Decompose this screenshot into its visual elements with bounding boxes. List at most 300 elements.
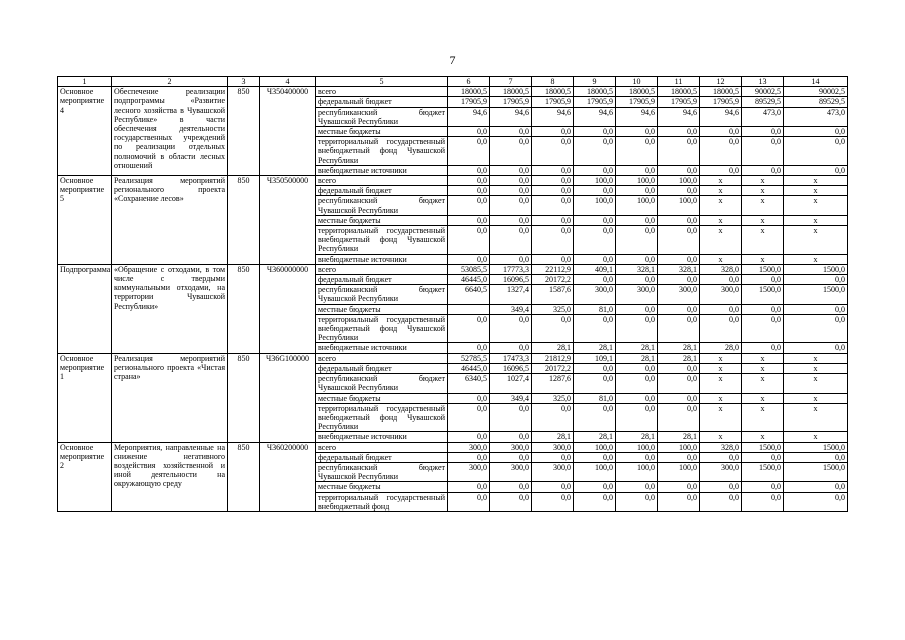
amount-cell: 52785,5 — [448, 353, 490, 363]
funding-source-cell: территориальный государственный внебюджетный фонд Чувашской Республики — [316, 314, 448, 343]
amount-cell: 0,0 — [616, 226, 658, 255]
amount-cell: 0,0 — [784, 304, 848, 314]
funding-source-cell: местные бюджеты — [316, 127, 448, 137]
amount-cell: 18000,5 — [700, 87, 742, 97]
amount-cell: 28,1 — [532, 432, 574, 442]
amount-cell: 0,0 — [658, 304, 700, 314]
amount-cell: x — [742, 403, 784, 432]
amount-cell: x — [742, 196, 784, 215]
amount-cell: 94,6 — [658, 107, 700, 126]
amount-cell: 0,0 — [448, 314, 490, 343]
amount-cell: 17473,3 — [490, 353, 532, 363]
amount-cell: 0,0 — [574, 275, 616, 285]
amount-cell: 17905,9 — [700, 97, 742, 107]
amount-cell: x — [784, 226, 848, 255]
amount-cell: 46445,0 — [448, 275, 490, 285]
amount-cell: 0,0 — [700, 482, 742, 492]
amount-cell: 325,0 — [532, 304, 574, 314]
amount-cell: 81,0 — [574, 304, 616, 314]
funding-source-cell: территориальный государственный внебюджетный фонд Чувашской Республики — [316, 137, 448, 166]
amount-cell: 21812,9 — [532, 353, 574, 363]
header-cell: 13 — [742, 77, 784, 87]
amount-cell: 0,0 — [490, 492, 532, 511]
amount-cell: 94,6 — [574, 107, 616, 126]
amount-cell: 0,0 — [490, 482, 532, 492]
amount-cell: 18000,5 — [658, 87, 700, 97]
amount-cell: 0,0 — [448, 215, 490, 225]
amount-cell: 0,0 — [574, 226, 616, 255]
amount-cell: 81,0 — [574, 393, 616, 403]
funding-source-cell: внебюджетные источники — [316, 254, 448, 264]
amount-cell: 94,6 — [616, 107, 658, 126]
amount-cell: 0,0 — [490, 127, 532, 137]
measure-type-cell: Основное мероприятие 4 — [58, 87, 112, 176]
amount-cell: 0,0 — [532, 452, 574, 462]
amount-cell: 0,0 — [490, 165, 532, 175]
amount-cell: 0,0 — [742, 343, 784, 353]
amount-cell: 0,0 — [658, 165, 700, 175]
amount-cell: 6340,5 — [448, 374, 490, 393]
funding-source-cell: всего — [316, 264, 448, 274]
amount-cell: 328,0 — [700, 264, 742, 274]
amount-cell: 0,0 — [490, 403, 532, 432]
funding-source-cell: всего — [316, 353, 448, 363]
amount-cell: 16096,5 — [490, 275, 532, 285]
amount-cell: 100,0 — [616, 196, 658, 215]
amount-cell: x — [700, 254, 742, 264]
amount-cell: x — [742, 254, 784, 264]
amount-cell: 0,0 — [616, 127, 658, 137]
measure-name-cell: Реализация мероприятий регионального проекта «Сохранение лесов» — [112, 176, 228, 265]
amount-cell: 0,0 — [616, 304, 658, 314]
amount-cell: 0,0 — [490, 176, 532, 186]
amount-cell: 300,0 — [700, 285, 742, 304]
funding-source-cell: местные бюджеты — [316, 215, 448, 225]
header-row — [58, 77, 848, 87]
amount-cell: 28,1 — [532, 343, 574, 353]
amount-cell: 0,0 — [616, 314, 658, 343]
amount-cell: 0,0 — [448, 343, 490, 353]
amount-cell: x — [784, 403, 848, 432]
amount-cell: 0,0 — [490, 137, 532, 166]
measure-name-cell: «Обращение с отходами, в том числе с твердыми коммунальными отходами, на территории Чувашской Республики» — [112, 264, 228, 353]
funding-source-cell: внебюджетные источники — [316, 432, 448, 442]
amount-cell: 300,0 — [616, 285, 658, 304]
amount-cell: 0,0 — [658, 137, 700, 166]
funding-source-cell: республиканский бюджет Чувашской Республики — [316, 196, 448, 215]
amount-cell: 18000,5 — [490, 87, 532, 97]
amount-cell: 0,0 — [700, 165, 742, 175]
amount-cell: 28,1 — [574, 432, 616, 442]
amount-cell: x — [700, 403, 742, 432]
amount-cell: 300,0 — [532, 442, 574, 452]
amount-cell: 0,0 — [616, 215, 658, 225]
header-cell: 14 — [784, 77, 848, 87]
amount-cell: 0,0 — [700, 314, 742, 343]
funding-source-cell: внебюджетные источники — [316, 165, 448, 175]
amount-cell: 1500,0 — [742, 442, 784, 452]
amount-cell: 0,0 — [448, 254, 490, 264]
budget-code-cell: Ч36G100000 — [260, 353, 316, 442]
amount-cell: 300,0 — [448, 462, 490, 481]
amount-cell: 0,0 — [448, 393, 490, 403]
amount-cell: x — [784, 254, 848, 264]
amount-cell: 0,0 — [574, 254, 616, 264]
amount-cell: x — [700, 353, 742, 363]
amount-cell: 1500,0 — [784, 442, 848, 452]
amount-cell: 1027,4 — [490, 374, 532, 393]
amount-cell: 6640,5 — [448, 285, 490, 304]
funding-source-cell: федеральный бюджет — [316, 452, 448, 462]
amount-cell: 0,0 — [448, 432, 490, 442]
amount-cell: 17905,9 — [532, 97, 574, 107]
amount-cell — [448, 304, 490, 314]
measure-type-cell: Основное мероприятие 2 — [58, 442, 112, 511]
amount-cell: 0,0 — [448, 165, 490, 175]
amount-cell: 0,0 — [616, 165, 658, 175]
amount-cell: 0,0 — [658, 403, 700, 432]
amount-cell: 0,0 — [616, 363, 658, 373]
amount-cell: 0,0 — [658, 275, 700, 285]
amount-cell: 0,0 — [742, 482, 784, 492]
amount-cell: 17905,9 — [448, 97, 490, 107]
amount-cell: x — [700, 176, 742, 186]
amount-cell: 300,0 — [658, 285, 700, 304]
amount-cell: 28,1 — [658, 343, 700, 353]
amount-cell: 0,0 — [532, 165, 574, 175]
amount-cell: 28,1 — [616, 432, 658, 442]
amount-cell: 0,0 — [742, 492, 784, 511]
amount-cell: 100,0 — [658, 442, 700, 452]
amount-cell: x — [742, 186, 784, 196]
amount-cell: 0,0 — [658, 127, 700, 137]
amount-cell: 16096,5 — [490, 363, 532, 373]
amount-cell: 1500,0 — [784, 264, 848, 274]
amount-cell: 0,0 — [742, 314, 784, 343]
amount-cell: x — [784, 432, 848, 442]
amount-cell: 109,1 — [574, 353, 616, 363]
table-row — [58, 353, 848, 363]
budget-code-cell: Ч350400000 — [260, 87, 316, 176]
budget-code-cell: Ч350500000 — [260, 176, 316, 265]
amount-cell: 0,0 — [658, 215, 700, 225]
amount-cell: 0,0 — [700, 275, 742, 285]
header-cell: 9 — [574, 77, 616, 87]
amount-cell: 1500,0 — [742, 264, 784, 274]
amount-cell: 28,1 — [658, 353, 700, 363]
amount-cell: 0,0 — [616, 492, 658, 511]
measure-type-cell: Подпрограмма — [58, 264, 112, 353]
amount-cell: x — [700, 363, 742, 373]
amount-cell: 0,0 — [616, 186, 658, 196]
amount-cell: 0,0 — [700, 452, 742, 462]
header-cell: 8 — [532, 77, 574, 87]
amount-cell: 46445,0 — [448, 363, 490, 373]
amount-cell: 0,0 — [574, 403, 616, 432]
amount-cell: 90002,5 — [784, 87, 848, 97]
amount-cell: 0,0 — [658, 393, 700, 403]
amount-cell: 349,4 — [490, 304, 532, 314]
amount-cell: 0,0 — [700, 304, 742, 314]
amount-cell: 94,6 — [490, 107, 532, 126]
amount-cell: 0,0 — [784, 137, 848, 166]
amount-cell: 1500,0 — [742, 285, 784, 304]
funding-source-cell: федеральный бюджет — [316, 186, 448, 196]
amount-cell: 0,0 — [532, 176, 574, 186]
amount-cell: 100,0 — [574, 462, 616, 481]
amount-cell: 1327,4 — [490, 285, 532, 304]
header-cell: 11 — [658, 77, 700, 87]
table-row — [58, 442, 848, 452]
amount-cell: 0,0 — [532, 127, 574, 137]
amount-cell: 0,0 — [574, 452, 616, 462]
amount-cell: 0,0 — [616, 403, 658, 432]
amount-cell: 0,0 — [616, 254, 658, 264]
amount-cell: 0,0 — [448, 186, 490, 196]
grbs-code-cell: 850 — [228, 264, 260, 353]
amount-cell: 0,0 — [784, 127, 848, 137]
amount-cell: 473,0 — [784, 107, 848, 126]
amount-cell: 0,0 — [574, 165, 616, 175]
grbs-code-cell: 850 — [228, 442, 260, 511]
header-cell: 10 — [616, 77, 658, 87]
amount-cell: 0,0 — [700, 492, 742, 511]
amount-cell: 18000,5 — [616, 87, 658, 97]
amount-cell: 0,0 — [490, 186, 532, 196]
amount-cell: 0,0 — [448, 137, 490, 166]
amount-cell: 0,0 — [616, 452, 658, 462]
amount-cell: x — [784, 215, 848, 225]
amount-cell: 0,0 — [616, 393, 658, 403]
amount-cell: 0,0 — [784, 165, 848, 175]
measure-type-cell: Основное мероприятие 1 — [58, 353, 112, 442]
header-cell: 5 — [316, 77, 448, 87]
funding-source-cell: местные бюджеты — [316, 393, 448, 403]
amount-cell: 100,0 — [574, 196, 616, 215]
amount-cell: x — [784, 186, 848, 196]
amount-cell: 0,0 — [448, 452, 490, 462]
amount-cell: 89529,5 — [742, 97, 784, 107]
amount-cell: 100,0 — [658, 176, 700, 186]
amount-cell: 1587,6 — [532, 285, 574, 304]
amount-cell: x — [742, 226, 784, 255]
amount-cell: 0,0 — [532, 137, 574, 166]
amount-cell: x — [742, 215, 784, 225]
amount-cell: 0,0 — [742, 127, 784, 137]
amount-cell: 300,0 — [532, 462, 574, 481]
amount-cell: 349,4 — [490, 393, 532, 403]
amount-cell: 300,0 — [490, 442, 532, 452]
amount-cell: 94,6 — [700, 107, 742, 126]
funding-source-cell: территориальный государственный внебюджетный фонд — [316, 492, 448, 511]
amount-cell: 0,0 — [658, 186, 700, 196]
measure-type-cell: Основное мероприятие 5 — [58, 176, 112, 265]
amount-cell: 0,0 — [448, 482, 490, 492]
budget-table — [57, 76, 848, 512]
amount-cell: 18000,5 — [574, 87, 616, 97]
amount-cell: 0,0 — [448, 403, 490, 432]
amount-cell: x — [700, 374, 742, 393]
amount-cell: 100,0 — [616, 442, 658, 452]
amount-cell: 17905,9 — [574, 97, 616, 107]
amount-cell: 20172,2 — [532, 363, 574, 373]
amount-cell: 0,0 — [742, 165, 784, 175]
amount-cell: 0,0 — [742, 275, 784, 285]
measure-name-cell: Обеспечение реализации подпрограммы «Развитие лесного хозяйства в Чувашской Республике» в части обеспечения деятельности государственных учреждений по реализации отдельных полномочий в области лесных отношений — [112, 87, 228, 176]
amount-cell: 0,0 — [574, 314, 616, 343]
amount-cell: x — [784, 363, 848, 373]
amount-cell: x — [742, 374, 784, 393]
amount-cell: 0,0 — [616, 482, 658, 492]
amount-cell: 0,0 — [616, 137, 658, 166]
funding-source-cell: местные бюджеты — [316, 304, 448, 314]
amount-cell: 0,0 — [448, 492, 490, 511]
amount-cell: 0,0 — [658, 363, 700, 373]
funding-source-cell: территориальный государственный внебюджетный фонд Чувашской Республики — [316, 403, 448, 432]
amount-cell: x — [784, 353, 848, 363]
amount-cell: x — [742, 363, 784, 373]
amount-cell: 1500,0 — [784, 462, 848, 481]
funding-source-cell: федеральный бюджет — [316, 97, 448, 107]
amount-cell: 28,1 — [658, 432, 700, 442]
amount-cell: 0,0 — [532, 196, 574, 215]
header-cell: 3 — [228, 77, 260, 87]
amount-cell: 53085,5 — [448, 264, 490, 274]
amount-cell: 28,1 — [574, 343, 616, 353]
amount-cell: 0,0 — [658, 452, 700, 462]
amount-cell: 0,0 — [742, 304, 784, 314]
header-cell: 1 — [58, 77, 112, 87]
amount-cell: 0,0 — [742, 452, 784, 462]
amount-cell: 0,0 — [700, 127, 742, 137]
measure-name-cell: Мероприятия, направленные на снижение негативного воздействия хозяйственной и иной деятельности на окружающую среду — [112, 442, 228, 511]
amount-cell: 300,0 — [700, 462, 742, 481]
amount-cell: 0,0 — [490, 314, 532, 343]
amount-cell: 0,0 — [490, 343, 532, 353]
amount-cell: 0,0 — [532, 492, 574, 511]
funding-source-cell: республиканский бюджет Чувашской Республики — [316, 285, 448, 304]
amount-cell: 0,0 — [574, 482, 616, 492]
amount-cell: 28,1 — [616, 343, 658, 353]
amount-cell: 18000,5 — [532, 87, 574, 97]
funding-source-cell: федеральный бюджет — [316, 363, 448, 373]
amount-cell: 0,0 — [658, 254, 700, 264]
amount-cell: 17905,9 — [490, 97, 532, 107]
amount-cell: 0,0 — [784, 482, 848, 492]
amount-cell: 94,6 — [448, 107, 490, 126]
amount-cell: 0,0 — [490, 432, 532, 442]
amount-cell: 0,0 — [490, 254, 532, 264]
amount-cell: 0,0 — [532, 186, 574, 196]
funding-source-cell: республиканский бюджет Чувашской Республики — [316, 374, 448, 393]
amount-cell: 1500,0 — [784, 285, 848, 304]
amount-cell: 28,1 — [616, 353, 658, 363]
amount-cell: 0,0 — [490, 215, 532, 225]
header-cell: 7 — [490, 77, 532, 87]
amount-cell: 0,0 — [784, 343, 848, 353]
amount-cell: 20172,2 — [532, 275, 574, 285]
amount-cell: 0,0 — [616, 275, 658, 285]
amount-cell: 100,0 — [574, 176, 616, 186]
amount-cell: 0,0 — [490, 196, 532, 215]
amount-cell: 328,0 — [700, 442, 742, 452]
funding-source-cell: внебюджетные источники — [316, 343, 448, 353]
budget-code-cell: Ч360200000 — [260, 442, 316, 511]
budget-table-body — [58, 77, 848, 512]
funding-source-cell: всего — [316, 442, 448, 452]
amount-cell: 0,0 — [574, 374, 616, 393]
grbs-code-cell: 850 — [228, 353, 260, 442]
amount-cell: 0,0 — [532, 403, 574, 432]
amount-cell: 325,0 — [532, 393, 574, 403]
measure-name-cell: Реализация мероприятий регионального проекта «Чистая страна» — [112, 353, 228, 442]
funding-source-cell: всего — [316, 176, 448, 186]
amount-cell: 0,0 — [658, 314, 700, 343]
amount-cell: 328,1 — [616, 264, 658, 274]
amount-cell: 0,0 — [658, 226, 700, 255]
amount-cell: 18000,5 — [448, 87, 490, 97]
amount-cell: 28,0 — [700, 343, 742, 353]
amount-cell: 1287,6 — [532, 374, 574, 393]
amount-cell: 100,0 — [658, 196, 700, 215]
budget-code-cell: Ч360000000 — [260, 264, 316, 353]
amount-cell: 0,0 — [574, 215, 616, 225]
amount-cell: x — [742, 176, 784, 186]
amount-cell: 0,0 — [490, 226, 532, 255]
funding-source-cell: республиканский бюджет Чувашской Республики — [316, 107, 448, 126]
amount-cell: 0,0 — [532, 482, 574, 492]
header-cell: 2 — [112, 77, 228, 87]
amount-cell: 473,0 — [742, 107, 784, 126]
amount-cell: 0,0 — [784, 452, 848, 462]
amount-cell: 300,0 — [574, 285, 616, 304]
funding-source-cell: местные бюджеты — [316, 482, 448, 492]
amount-cell: x — [784, 374, 848, 393]
funding-source-cell: территориальный государственный внебюджетный фонд Чувашской Республики — [316, 226, 448, 255]
amount-cell: 0,0 — [574, 186, 616, 196]
amount-cell: x — [784, 196, 848, 215]
amount-cell: 1500,0 — [742, 462, 784, 481]
amount-cell: 89529,5 — [784, 97, 848, 107]
amount-cell: 0,0 — [784, 275, 848, 285]
amount-cell: 0,0 — [616, 374, 658, 393]
amount-cell: 0,0 — [658, 482, 700, 492]
amount-cell: 0,0 — [658, 374, 700, 393]
funding-source-cell: всего — [316, 87, 448, 97]
amount-cell: 17773,3 — [490, 264, 532, 274]
amount-cell: 0,0 — [448, 127, 490, 137]
amount-cell: 0,0 — [574, 137, 616, 166]
amount-cell: 100,0 — [616, 462, 658, 481]
amount-cell: 300,0 — [490, 462, 532, 481]
amount-cell: 100,0 — [658, 462, 700, 481]
page-number: 7 — [449, 53, 456, 67]
amount-cell: 90002,5 — [742, 87, 784, 97]
amount-cell: 0,0 — [784, 314, 848, 343]
amount-cell: x — [784, 176, 848, 186]
amount-cell: 17905,9 — [658, 97, 700, 107]
funding-source-cell: республиканский бюджет Чувашской Республики — [316, 462, 448, 481]
amount-cell: 17905,9 — [616, 97, 658, 107]
amount-cell: 0,0 — [448, 196, 490, 215]
amount-cell: 328,1 — [658, 264, 700, 274]
amount-cell: 0,0 — [448, 176, 490, 186]
amount-cell: x — [700, 186, 742, 196]
amount-cell: 300,0 — [448, 442, 490, 452]
amount-cell: x — [742, 353, 784, 363]
amount-cell: 22112,9 — [532, 264, 574, 274]
amount-cell: 0,0 — [532, 254, 574, 264]
